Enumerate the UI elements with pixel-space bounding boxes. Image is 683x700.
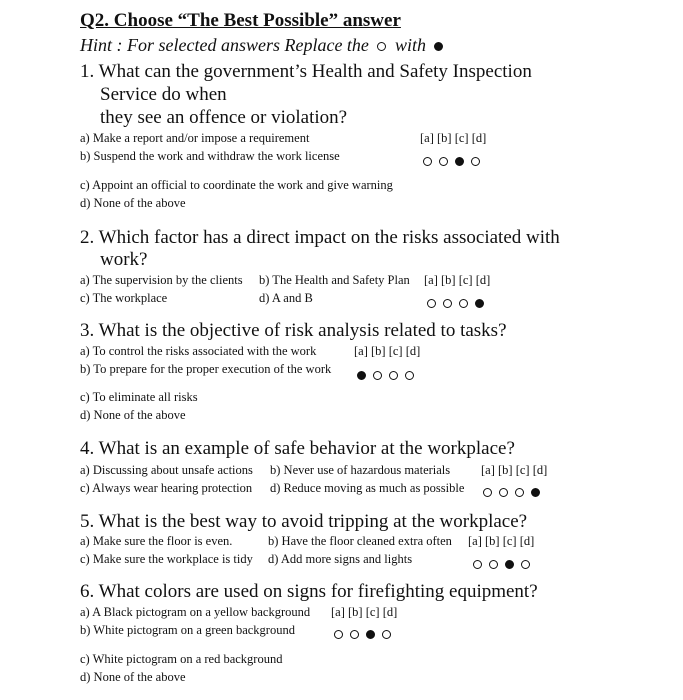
question-6-text-line-1: 6. What colors are used on signs for firefighting equipment?	[80, 581, 538, 602]
question-5-option-c: c) Make sure the workplace is tidy	[80, 552, 253, 566]
hint-text: Hint : For selected answers Replace the	[80, 35, 369, 55]
question-3-radio-a[interactable]	[357, 371, 366, 380]
question-1-text-line-3: they see an offence or violation?	[100, 107, 348, 128]
question-5-option-d: d) Add more signs and lights	[268, 552, 413, 566]
question-6-option-b: b) White pictogram on a green background	[80, 623, 295, 637]
question-1-radio-a[interactable]	[423, 157, 432, 166]
question-1-option-b: b) Suspend the work and withdraw the work license	[80, 149, 340, 163]
question-2-radio-c[interactable]	[459, 299, 468, 308]
hint-line	[80, 35, 447, 56]
question-5-answer-header: [a] [b] [c] [d]	[468, 534, 535, 548]
question-1-option-a: a) Make a report and/or impose a requirement	[80, 131, 310, 145]
question-3-option-d: d) None of the above	[80, 408, 186, 422]
question-4-option-a: a) Discussing about unsafe actions	[80, 463, 253, 477]
question-2-radio-a[interactable]	[427, 299, 436, 308]
question-6-answer-header: [a] [b] [c] [d]	[331, 605, 398, 619]
question-5-answer-group	[473, 560, 530, 569]
question-3-answer-header: [a] [b] [c] [d]	[354, 344, 421, 358]
question-2-text-line-1: 2. Which factor has a direct impact on the risks associated with	[80, 227, 560, 248]
question-2-option-b: b) The Health and Safety Plan	[259, 273, 410, 287]
question-5-radio-c[interactable]	[505, 560, 514, 569]
question-5-option-b: b) Have the floor cleaned extra often	[268, 534, 452, 548]
question-4-text-line-1: 4. What is an example of safe behavior at the workplace?	[80, 438, 515, 459]
question-2-option-a: a) The supervision by the clients	[80, 273, 243, 287]
question-4-option-c: c) Always wear hearing protection	[80, 481, 253, 495]
question-2-radio-d[interactable]	[475, 299, 484, 308]
question-3-option-a: a) To control the risks associated with the work	[80, 344, 317, 358]
question-3-radio-c[interactable]	[389, 371, 398, 380]
question-2-answer-header: [a] [b] [c] [d]	[424, 273, 491, 287]
question-5-radio-a[interactable]	[473, 560, 482, 569]
question-2-option-d: d) A and B	[259, 291, 313, 305]
question-2-text-line-2: work?	[100, 249, 148, 270]
question-6-option-a: a) A Black pictogram on a yellow background	[80, 605, 311, 619]
question-1-option-c: c) Appoint an official to coordinate the work and give warning	[80, 178, 393, 192]
question-4-option-b: b) Never use of hazardous materials	[270, 463, 451, 477]
question-1-text-line-1: 1. What can the government’s Health and Safety Inspection	[80, 61, 532, 82]
question-5-option-a: a) Make sure the floor is even.	[80, 534, 233, 548]
question-1-answer-header: [a] [b] [c] [d]	[420, 131, 487, 145]
page-title: Q2. Choose “The Best Possible” answer	[80, 10, 401, 31]
question-1-radio-c[interactable]	[455, 157, 464, 166]
question-1-option-d: d) None of the above	[80, 196, 186, 210]
question-1-answer-group	[423, 157, 480, 166]
question-4-radio-b[interactable]	[499, 488, 508, 497]
question-6-radio-d[interactable]	[382, 630, 391, 639]
hint-with: with	[394, 35, 426, 55]
question-3-option-c: c) To eliminate all risks	[80, 390, 198, 404]
question-4-radio-a[interactable]	[483, 488, 492, 497]
question-3-radio-d[interactable]	[405, 371, 414, 380]
question-4-answer-group	[483, 488, 540, 497]
question-2-radio-b[interactable]	[443, 299, 452, 308]
question-4-radio-d[interactable]	[531, 488, 540, 497]
question-3-answer-group	[357, 371, 414, 380]
question-6-radio-b[interactable]	[350, 630, 359, 639]
question-3-text-line-1: 3. What is the objective of risk analysis related to tasks?	[80, 320, 507, 341]
question-3-option-b: b) To prepare for the proper execution of the work	[80, 362, 332, 376]
question-5-radio-d[interactable]	[521, 560, 530, 569]
question-6-option-d: d) None of the above	[80, 670, 186, 684]
question-1-text-line-2: Service do when	[100, 84, 227, 105]
question-1-radio-d[interactable]	[471, 157, 480, 166]
question-6-option-c: c) White pictogram on a red background	[80, 652, 283, 666]
question-1-radio-b[interactable]	[439, 157, 448, 166]
question-4-option-d: d) Reduce moving as much as possible	[270, 481, 465, 495]
question-6-radio-a[interactable]	[334, 630, 343, 639]
filled-circle-icon	[434, 42, 443, 51]
question-5-text-line-1: 5. What is the best way to avoid tripping at the workplace?	[80, 511, 528, 532]
question-3-radio-b[interactable]	[373, 371, 382, 380]
question-6-answer-group	[334, 630, 391, 639]
empty-circle-icon	[377, 42, 386, 51]
question-5-radio-b[interactable]	[489, 560, 498, 569]
question-2-answer-group	[427, 299, 484, 308]
question-2-option-c: c) The workplace	[80, 291, 168, 305]
question-4-radio-c[interactable]	[515, 488, 524, 497]
question-4-answer-header: [a] [b] [c] [d]	[481, 463, 548, 477]
question-6-radio-c[interactable]	[366, 630, 375, 639]
